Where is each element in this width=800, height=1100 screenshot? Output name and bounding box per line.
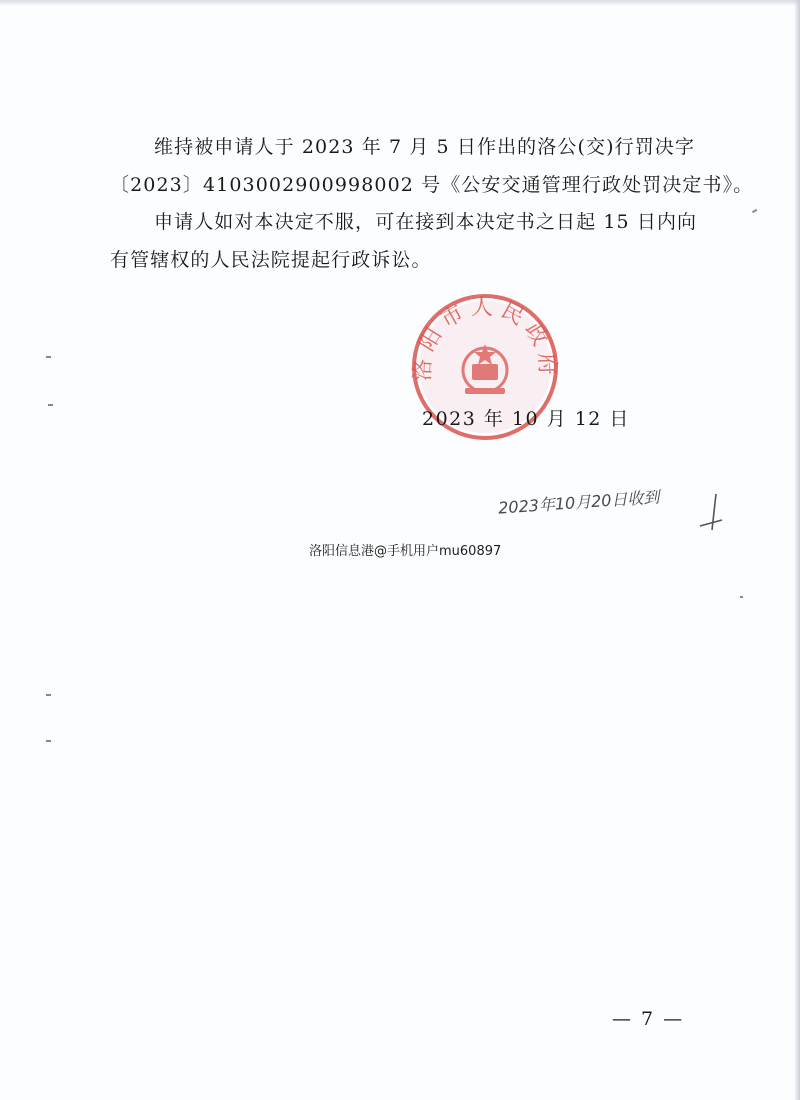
appeal-line-2: 有管辖权的人民法院提起行政诉讼。 — [110, 249, 432, 271]
scan-edge-top — [0, 0, 800, 6]
scan-speck — [46, 356, 51, 358]
svg-text:洛阳市人民政府: 洛阳市人民政府 — [410, 295, 560, 382]
decision-line-1: 维持被申请人于 2023 年 7 月 5 日作出的洛公(交)行罚决字 — [154, 136, 695, 158]
scan-speck — [740, 596, 743, 598]
issue-date: 2023 年 10 月 12 日 — [422, 408, 630, 430]
appeal-paragraph — [110, 203, 710, 279]
page-number: — 7 — — [612, 1008, 685, 1030]
handwritten-receipt-note: 2023年10月20日收到 — [497, 487, 660, 518]
source-watermark: 洛阳信息港@手机用户mu60897 — [309, 544, 502, 559]
scan-speck — [752, 209, 757, 213]
appeal-line-1: 申请人如对本决定不服，可在接到本决定书之日起 15 日内向 — [154, 211, 698, 233]
decision-paragraph — [110, 128, 754, 204]
scan-edge-right — [794, 0, 800, 1100]
decision-line-2: 〔2023〕4103002900998002 号《公安交通管理行政处罚决定书》。 — [110, 174, 754, 196]
scan-speck — [48, 404, 53, 406]
scan-speck — [46, 694, 51, 696]
scan-speck — [46, 740, 51, 742]
